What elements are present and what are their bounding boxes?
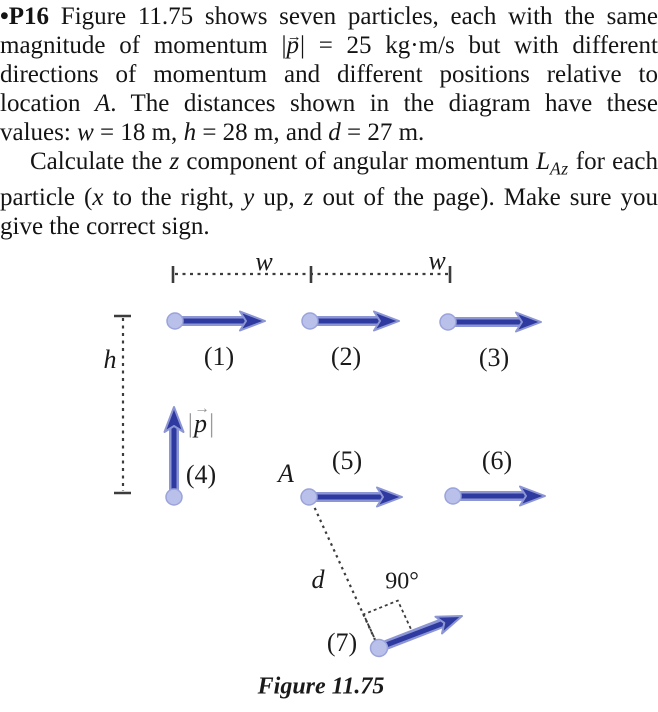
location-A-label: A [278, 459, 294, 488]
particle-7-arrow [386, 616, 462, 645]
particle-6-dot [445, 488, 461, 504]
problem-paragraph: Calculate the z component of angular momentum $L_{Az}$ for each particle (x to the right, y up, z out of the page). Make sure you give the correct sign. [0, 148, 658, 241]
particle-2-arrow [317, 312, 399, 331]
particle-2-dot [302, 313, 318, 329]
problem-paragraph: •P16 Figure 11.75 shows seven particles, each with the same magnitude of momentum |p →| = 25 kg·m/s but with different directions of momentum and different positions relative to location A. The distances shown in the diagram have these values: w = 18 m, h = 28 m, and d = 27 m. [0, 2, 658, 147]
particle-1-dot [167, 313, 183, 329]
right-angle-label: 90° [385, 568, 419, 595]
height-label: h [103, 345, 117, 374]
height-dimension-line [114, 316, 131, 493]
left-bar: | [187, 409, 193, 438]
particle-6-label: (6) [481, 446, 513, 475]
particle-2-label: (2) [330, 342, 362, 371]
particle-5-label: (5) [331, 446, 363, 475]
particle-5-arrow [316, 488, 402, 507]
particle-5-dot [301, 489, 317, 505]
figure-caption: Figure 11.75 [257, 673, 385, 700]
particle-7-label: (7) [326, 628, 358, 657]
figure-11-75 [0, 240, 658, 712]
particle-3-label: (3) [478, 343, 510, 372]
p-vector-symbol: p → [194, 409, 208, 438]
right-bar: | [209, 409, 215, 438]
particle-7-dot [371, 640, 388, 657]
particle-3-arrow [455, 313, 541, 332]
distance-d-label: d [311, 565, 325, 594]
particle-1-arrow [182, 312, 265, 331]
particle-4-label: (4) [185, 460, 217, 489]
width-label-2: w [428, 246, 446, 275]
particle-1-label: (1) [203, 342, 235, 371]
particle-4-dot [166, 489, 182, 505]
particle-3-dot [440, 314, 456, 330]
width-label-1: w [255, 247, 273, 276]
momentum-magnitude-label [187, 409, 215, 439]
problem-statement [0, 2, 658, 241]
particle-6-arrow [460, 487, 545, 506]
particle-4-arrow [165, 407, 184, 490]
width-dimension-line [173, 266, 450, 283]
